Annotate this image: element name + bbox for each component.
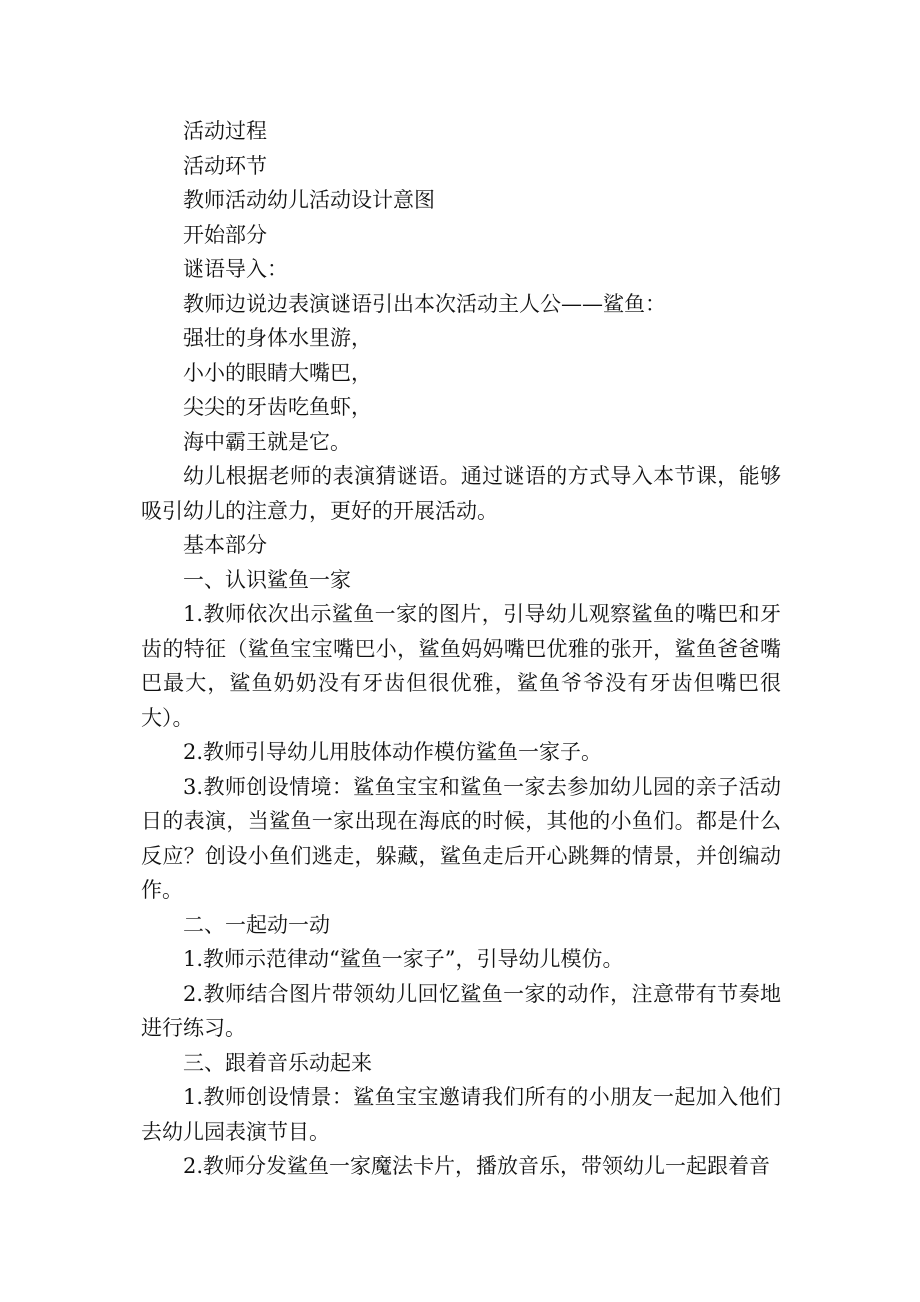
riddle-intro-text: 教师边说边表演谜语引出本次活动主人公——鲨鱼： [183, 291, 666, 316]
heading-opening-part: 开始部分 [183, 222, 267, 247]
heading-activity-stage: 活动环节 [183, 153, 267, 178]
riddle-line-2: 小小的眼睛大嘴巴， [183, 360, 372, 385]
section2-item1: 1.教师示范律动“鲨鱼一家子”，引导幼儿模仿。 [183, 947, 624, 971]
section1-item3: 3.教师创设情境：鲨鱼宝宝和鲨鱼一家去参加幼儿园的亲子活动日的表演，当鲨鱼一家出现在海底的时候，其他的小鱼们。都是什么反应？创设小鱼们逃走，躲藏，鲨鱼走后开心跳舞的情景，并创编动作。 [141, 774, 781, 902]
section1-item1: 1.教师依次出示鲨鱼一家的图片，引导幼儿观察鲨鱼的嘴巴和牙齿的特征（鲨鱼宝宝嘴巴小，鲨鱼妈妈嘴巴优雅的张开，鲨鱼爸爸嘴巴最大，鲨鱼奶奶没有牙齿但很优雅，鲨鱼爷爷没有牙齿但嘴巴很大）。 [141, 602, 781, 730]
section3-item2: 2.教师分发鲨鱼一家魔法卡片，播放音乐，带领幼儿一起跟着音 [183, 1154, 771, 1178]
document-body [141, 114, 781, 1184]
section2-item2: 2.教师结合图片带领幼儿回忆鲨鱼一家的动作，注意带有节奏地进行练习。 [141, 981, 781, 1040]
section1-item2: 2.教师引导幼儿用肢体动作模仿鲨鱼一家子。 [183, 740, 603, 764]
riddle-line-1: 强壮的身体水里游， [183, 326, 372, 350]
section3-item1: 1.教师创设情景：鲨鱼宝宝邀请我们所有的小朋友一起加入他们去幼儿园表演节目。 [141, 1085, 781, 1144]
heading-activity-process: 活动过程 [183, 119, 267, 143]
section3-heading: 三、跟着音乐动起来 [183, 1050, 372, 1075]
riddle-line-3: 尖尖的牙齿吃鱼虾， [183, 395, 372, 419]
riddle-purpose-paragraph: 幼儿根据老师的表演猜谜语。通过谜语的方式导入本节课，能够吸引幼儿的注意力，更好的开展活动。 [141, 464, 781, 523]
table-header-line: 教师活动幼儿活动设计意图 [183, 188, 435, 212]
section2-heading: 二、一起动一动 [183, 912, 330, 937]
heading-riddle-intro: 谜语导入： [183, 257, 288, 281]
heading-basic-part: 基本部分 [183, 533, 267, 557]
riddle-line-4: 海中霸王就是它。 [183, 429, 351, 454]
section1-heading: 一、认识鲨鱼一家 [183, 567, 351, 592]
